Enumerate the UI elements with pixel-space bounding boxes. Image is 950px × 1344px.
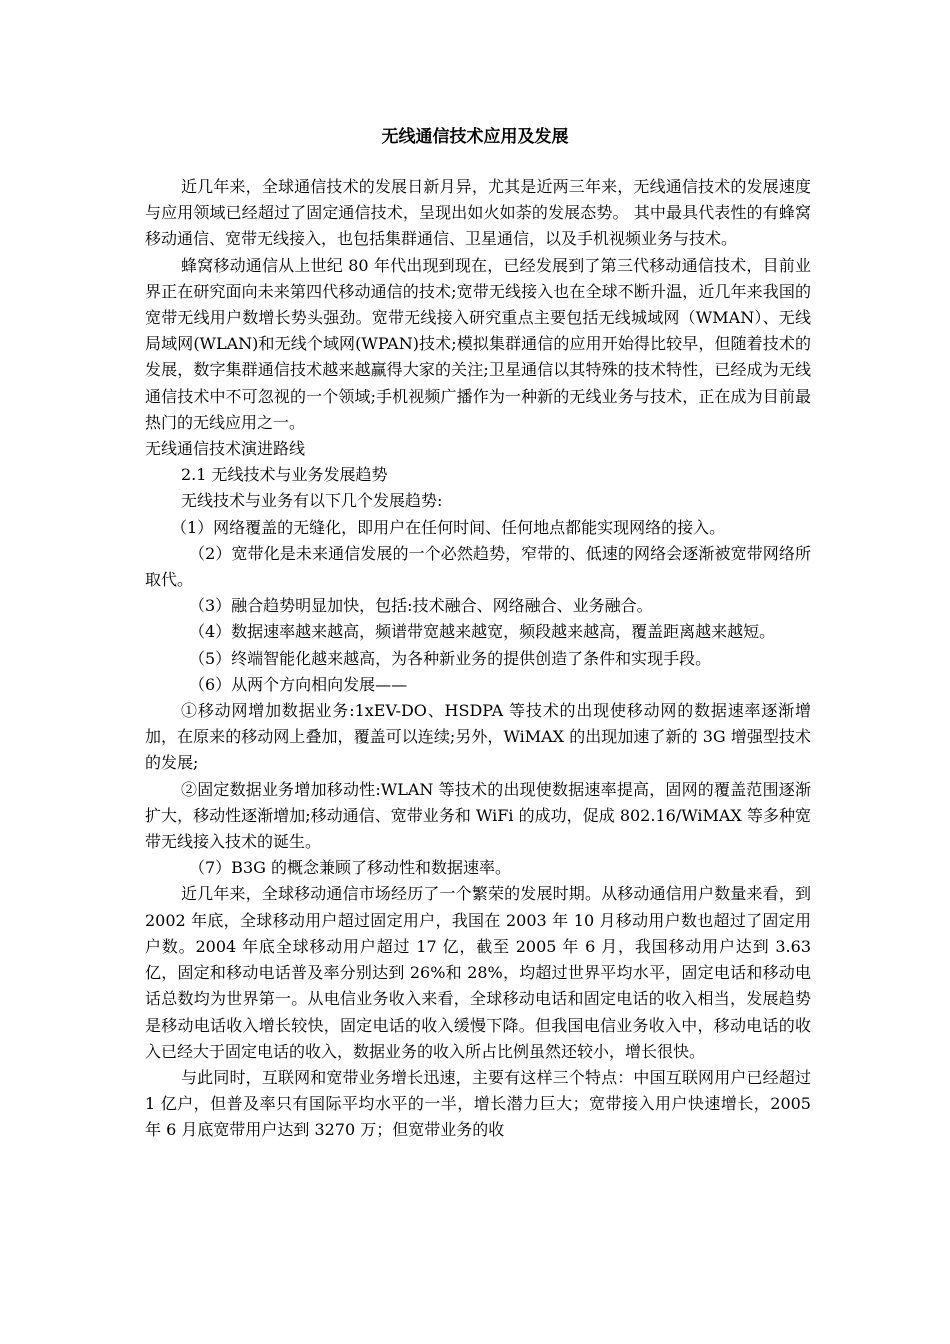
subsection-heading: 2.1 无线技术与业务发展趋势 bbox=[181, 465, 388, 485]
document-title: 无线通信技术应用及发展 bbox=[381, 127, 569, 147]
trends-intro: 无线技术与业务有以下几个发展趋势: bbox=[181, 491, 443, 511]
trend-item-6b: ②固定数据业务增加移动性:WLAN 等技术的出现使数据速率提高，固网的覆盖范围逐渐扩大，移动性逐渐增加;移动通信、宽带业务和 WiFi 的成功，促成 802.16/WiMAX 等多种宽带无线接入技术的诞生。 bbox=[145, 779, 811, 852]
trend-item-3: （3）融合趋势明显加快，包括:技术融合、网络融合、业务融合。 bbox=[189, 596, 653, 616]
trend-item-4: （4）数据速率越来越高，频谱带宽越来越宽，频段越来越高，覆盖距离越来越短。 bbox=[189, 622, 776, 642]
trend-item-6: （6）从两个方向相向发展—— bbox=[189, 674, 408, 694]
paragraph-intro: 近几年来，全球通信技术的发展日新月异，尤其是近两三年来，无线通信技术的发展速度与应用领域已经超过了固定通信技术，呈现出如火如荼的发展态势。 其中最具代表性的有蜂窝移动通信、宽带无线接入，也包括集群通信、卫星通信，以及手机视频业务与技术。 bbox=[145, 177, 811, 249]
trend-item-7: （7）B3G 的概念兼顾了移动性和数据速率。 bbox=[189, 858, 511, 878]
trend-item-6a: ①移动网增加数据业务:1xEV-DO、HSDPA 等技术的出现使移动网的数据速率逐渐增加，在原来的移动网上叠加，覆盖可以连续;另外，WiMAX 的出现加速了新的 3G 增强型技术的发展; bbox=[145, 701, 811, 773]
paragraph-market: 近几年来，全球移动通信市场经历了一个繁荣的发展时期。从移动通信用户数量来看，到 2002 年底，全球移动用户超过固定用户，我国在 2003 年 10 月移动用户数也超过了固定用户数。2004 年底全球移动用户超过 17 亿，截至 2005 年 6 月，我国移动用户达到 3.63 亿，固定和移动电话普及率分别达到 26%和 28%，均超过世界平均水平，固定电话和移动电话总数均为世界第一。从电信业务收入来看，全球移动电话和固定电话的收入相当，发展趋势是移动电话收入增长较快，固定电话的收入缓慢下降。但我国电信业务收入中，移动电话的收入已经大于固定电话的收入，数据业务的收入所占比例虽然还较小，增长很快。 bbox=[145, 884, 811, 1061]
paragraph-cellular: 蜂窝移动通信从上世纪 80 年代出现到现在，已经发展到了第三代移动通信技术，目前业界正在研究面向未来第四代移动通信的技术;宽带无线接入也在全球不断升温，近几年来我国的宽带无线用户数增长势头强劲。宽带无线接入研究重点主要包括无线城域网（WMAN）、无线局域网(WLAN)和无线个域网(WPAN)技术;模拟集群通信的应用开始得比较早，但随着技术的发展，数字集群通信技术越来越赢得大家的关注;卫星通信以其特殊的技术特性，已经成为无线通信技术中不可忽视的一个领域;手机视频广播作为一种新的无线业务与技术，正在成为目前最热门的无线应用之一。 bbox=[145, 255, 811, 432]
trend-item-1: （1）网络覆盖的无缝化，即用户在任何时间、任何地点都能实现网络的接入。 bbox=[171, 517, 726, 537]
paragraph-internet: 与此同时，互联网和宽带业务增长迅速，主要有这样三个特点：中国互联网用户已经超过 1 亿户，但普及率只有国际平均水平的一半，增长潜力巨大；宽带接入用户快速增长，2005 年 6 月底宽带用户达到 3270 万；但宽带业务的收 bbox=[145, 1067, 811, 1140]
trend-item-5: （5）终端智能化越来越高，为各种新业务的提供创造了条件和实现手段。 bbox=[189, 648, 712, 668]
section-heading: 无线通信技术演进路线 bbox=[145, 439, 306, 459]
document-body bbox=[145, 174, 811, 1144]
trend-item-2: （2）宽带化是未来通信发展的一个必然趋势，窄带的、低速的网络会逐渐被宽带网络所取代。 bbox=[145, 543, 811, 590]
